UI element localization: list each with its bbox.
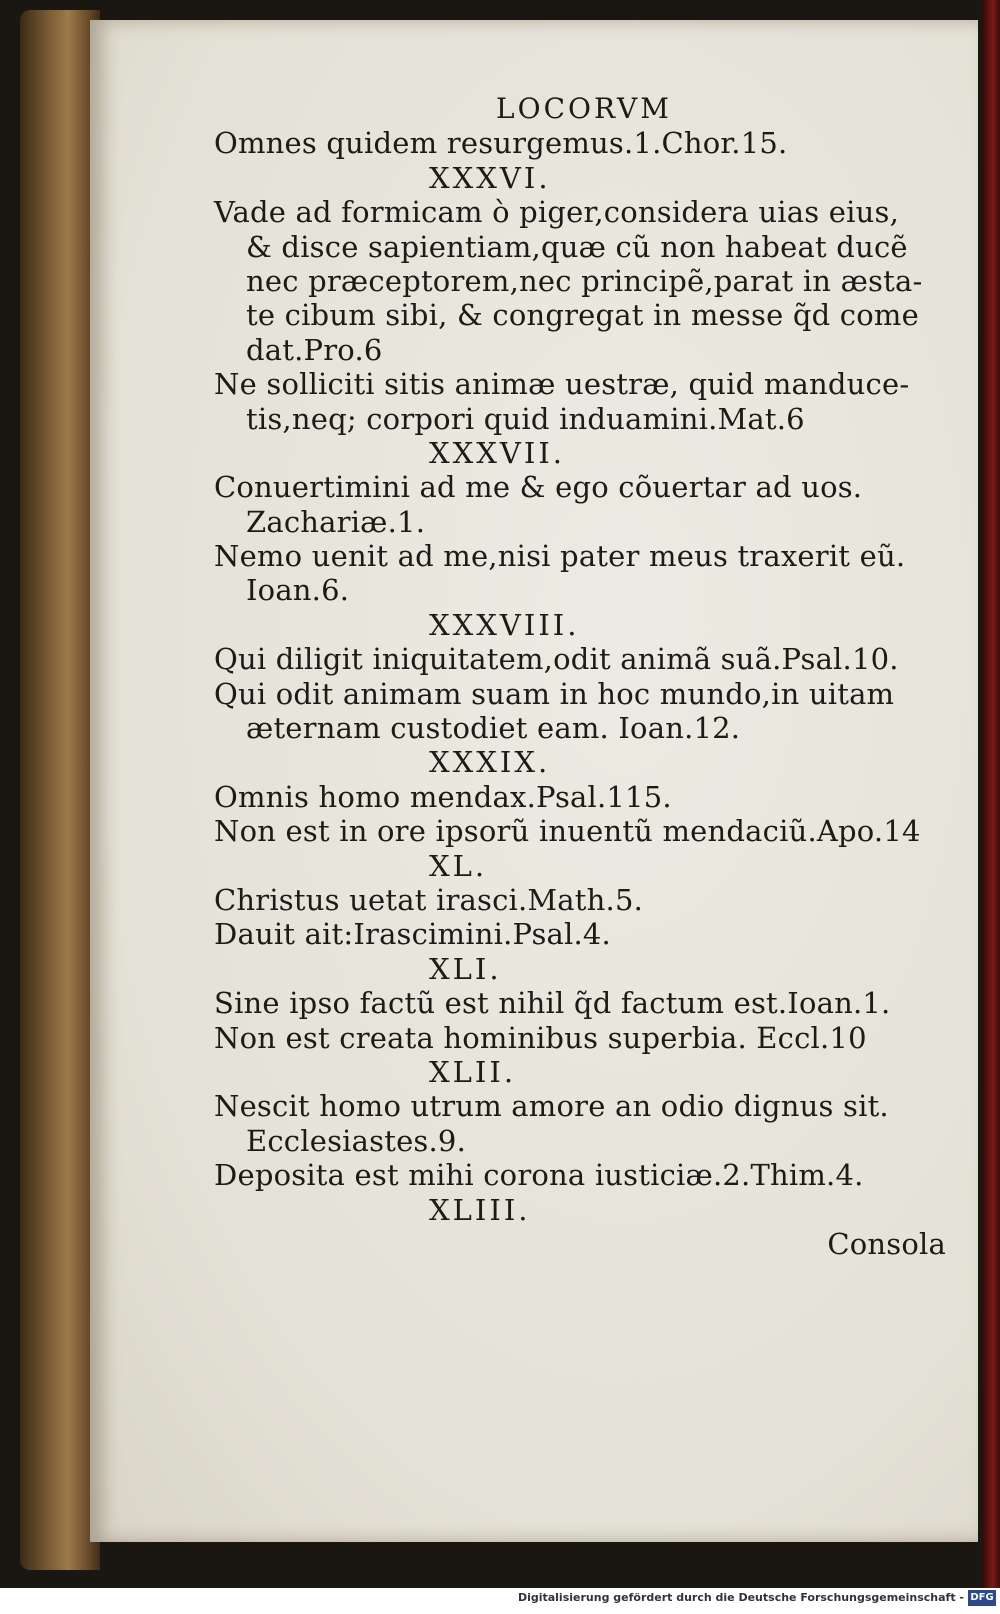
text-line: Non est creata hominibus superbia. Eccl.10	[214, 1020, 867, 1055]
text-line: Ecclesiastes.9.	[246, 1123, 467, 1158]
text-line: Christus uetat irasci.Math.5.	[214, 882, 644, 917]
text-line: Qui diligit iniquitatem,odit animã suã.Psal.10.	[214, 642, 899, 677]
dfg-logo-icon: DFG	[968, 1590, 996, 1606]
section-heading: XXXVIII.	[429, 607, 580, 642]
text-line: Vade ad formicam ò piger,considera uias eius,	[214, 195, 899, 230]
text-line: Ioan.6.	[246, 573, 350, 608]
footer-bar	[0, 1588, 1000, 1614]
text-line: Conuertimini ad me & ego cõuertar ad uos.	[214, 470, 863, 505]
section-heading: XXXVII.	[429, 435, 566, 470]
text-line: Zachariæ.1.	[246, 504, 426, 539]
section-heading: XXXVI.	[429, 160, 551, 195]
text-line: nec præceptorem,nec principẽ,parat in æsta-	[246, 263, 923, 298]
catchword: Consola	[827, 1226, 946, 1261]
book-edge	[20, 10, 100, 1570]
text-line: & disce sapientiam,quæ cũ non habeat ducẽ	[246, 229, 908, 264]
text-line: Non est in ore ipsorũ inuentũ mendaciũ.Apo.14	[214, 814, 921, 849]
text-line: æternam custodiet eam. Ioan.12.	[246, 711, 741, 746]
running-header: LOCORVM	[496, 92, 672, 125]
text-line: te cibum sibi, & congregat in messe q̃d come	[246, 298, 919, 333]
section-heading: XLIII.	[429, 1192, 531, 1227]
book-ribbon	[982, 0, 1000, 1588]
text-line: Deposita est mihi corona iusticiæ.2.Thim.4.	[214, 1158, 864, 1193]
section-heading: XL.	[429, 848, 488, 883]
text-line: dat.Pro.6	[246, 332, 383, 367]
text-line: Nescit homo utrum amore an odio dignus sit.	[214, 1089, 889, 1124]
text-line: Nemo uenit ad me,nisi pater meus traxerit eũ.	[214, 539, 906, 574]
text-line: Ne solliciti sitis animæ uestræ, quid manduce-	[214, 367, 910, 402]
text-line: Omnes quidem resurgemus.1.Chor.15.	[214, 126, 788, 161]
text-line: Sine ipso factũ est nihil q̃d factum est.Ioan.1.	[214, 986, 891, 1021]
section-heading: XXXIX.	[429, 745, 551, 780]
section-heading: XLII.	[429, 1054, 517, 1089]
text-line: Dauit ait:Irascimini.Psal.4.	[214, 917, 611, 952]
page-text	[214, 92, 954, 1267]
text-line: Omnis homo mendax.Psal.115.	[214, 779, 672, 814]
text-line: tis,neq; corpori quid induamini.Mat.6	[246, 401, 805, 436]
digitization-credit: Digitalisierung gefördert durch die Deutsche Forschungsgemeinschaft -	[517, 1591, 964, 1604]
text-line: Qui odit animam suam in hoc mundo,in uitam	[214, 676, 895, 711]
section-heading: XLI.	[429, 951, 502, 986]
